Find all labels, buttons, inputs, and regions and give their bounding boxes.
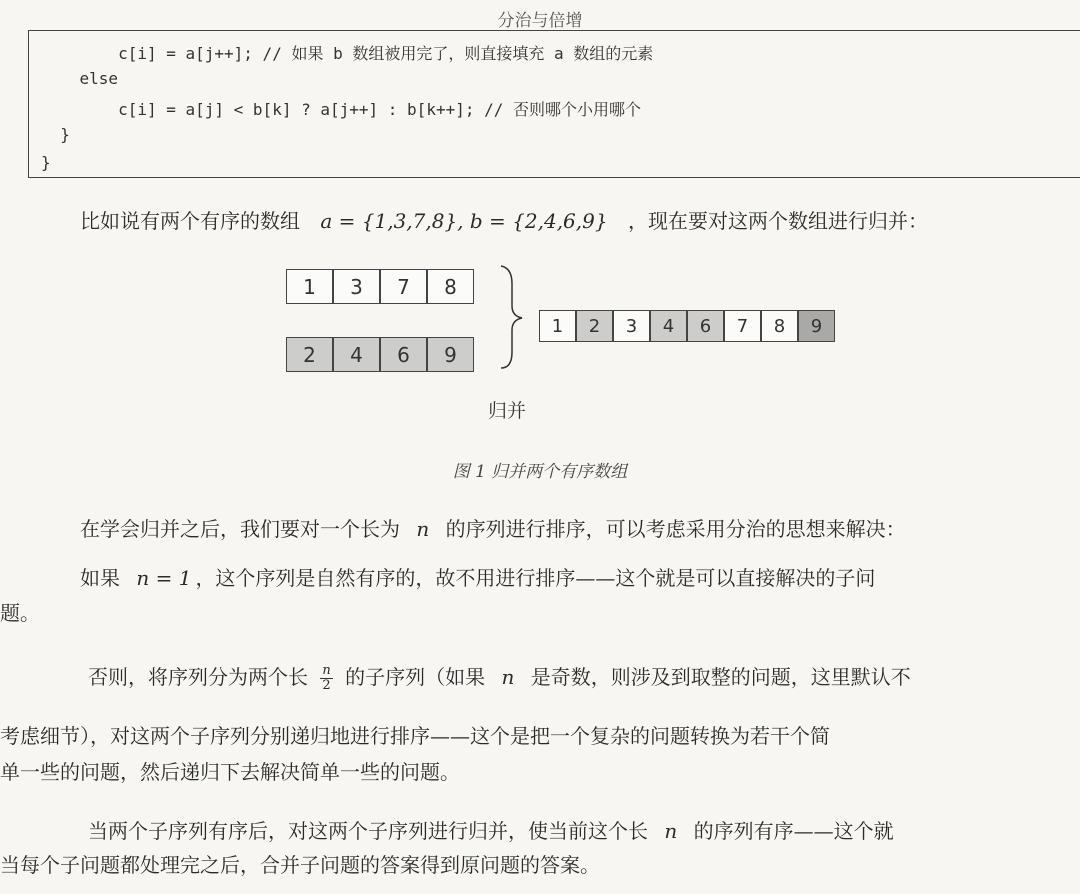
paragraph-2	[80, 562, 875, 591]
merge-label: 归并	[488, 400, 527, 422]
merged-cell: 9	[798, 310, 835, 342]
paragraph-1	[80, 513, 906, 542]
merged-cell: 8	[761, 310, 798, 342]
p3-text-c: 是奇数，则涉及到取整的问题，这里默认不	[530, 665, 911, 689]
p2-math: n = 1	[136, 566, 192, 590]
intro-suffix: ，现在要对这两个数组进行归并：	[627, 209, 928, 233]
paragraph-3	[88, 661, 911, 693]
array-a-cell: 7	[380, 269, 427, 304]
fraction-n-over-2: $\frac{n}{2}$	[322, 663, 331, 693]
p2-text-a: 如果	[80, 566, 120, 590]
p4-var-n: n	[664, 819, 678, 843]
paragraph-4	[88, 815, 894, 844]
p1-var-n: n	[416, 517, 430, 541]
array-b-cell: 6	[380, 337, 427, 372]
paragraph-3-cont-1: 考虑细节），对这两个子序列分别递归地进行排序——这个是把一个复杂的问题转换为若干个简	[0, 724, 830, 748]
paragraph-2-cont: 题。	[0, 601, 40, 625]
page-header-title: 分治与倍增	[497, 11, 583, 31]
array-a-cell: 1	[286, 269, 333, 304]
array-b-cell: 2	[286, 337, 333, 372]
figure-caption: 图 1 归并两个有序数组	[452, 462, 628, 482]
array-b-cell: 4	[333, 337, 380, 372]
merged-cell: 6	[687, 310, 724, 342]
code-line: c[i] = a[j] < b[k] ? a[j++] : b[k++]; // 否则哪个小用哪个	[41, 100, 642, 119]
p2-text-b: ，这个序列是自然有序的，故不用进行排序——这个就是可以直接解决的子问	[195, 566, 876, 590]
p1-text-b: 的序列进行排序，可以考虑采用分治的思想来解决：	[445, 517, 906, 541]
p3-var-n: n	[501, 665, 515, 689]
code-line: }	[41, 153, 51, 172]
merged-cell: 4	[650, 310, 687, 342]
p4-text-b: 的序列有序——这个就	[693, 819, 894, 843]
code-box	[28, 30, 1080, 178]
code-line: }	[41, 125, 70, 144]
array-a-cell: 8	[427, 269, 474, 304]
merged-cell: 2	[576, 310, 613, 342]
intro-math: a = {1,3,7,8}, b = {2,4,6,9}	[320, 209, 608, 233]
code-line: else	[41, 69, 119, 88]
merged-cell: 7	[724, 310, 761, 342]
array-a-cell: 3	[333, 269, 380, 304]
p3-text-a: 否则，将序列分为两个长	[88, 665, 308, 689]
merged-cell: 3	[613, 310, 650, 342]
paragraph-3-cont-2: 单一些的问题，然后递归下去解决简单一些的问题。	[0, 760, 460, 784]
intro-prefix: 比如说有两个有序的数组	[80, 209, 300, 233]
p1-text-a: 在学会归并之后，我们要对一个长为	[80, 517, 400, 541]
array-b-cell: 9	[427, 337, 474, 372]
paragraph-4-cont: 当每个子问题都处理完之后，合并子问题的答案得到原问题的答案。	[0, 853, 600, 877]
code-line: c[i] = a[j++]; // 如果 b 数组被用完了，则直接填充 a 数组的元素	[41, 44, 654, 63]
merged-cell: 1	[539, 310, 576, 342]
merge-brace	[498, 262, 528, 372]
p4-text-a: 当两个子序列有序后，对这两个子序列进行归并，使当前这个长	[88, 819, 648, 843]
intro-paragraph	[80, 205, 928, 234]
p3-text-b: 的子序列（如果	[345, 665, 486, 689]
